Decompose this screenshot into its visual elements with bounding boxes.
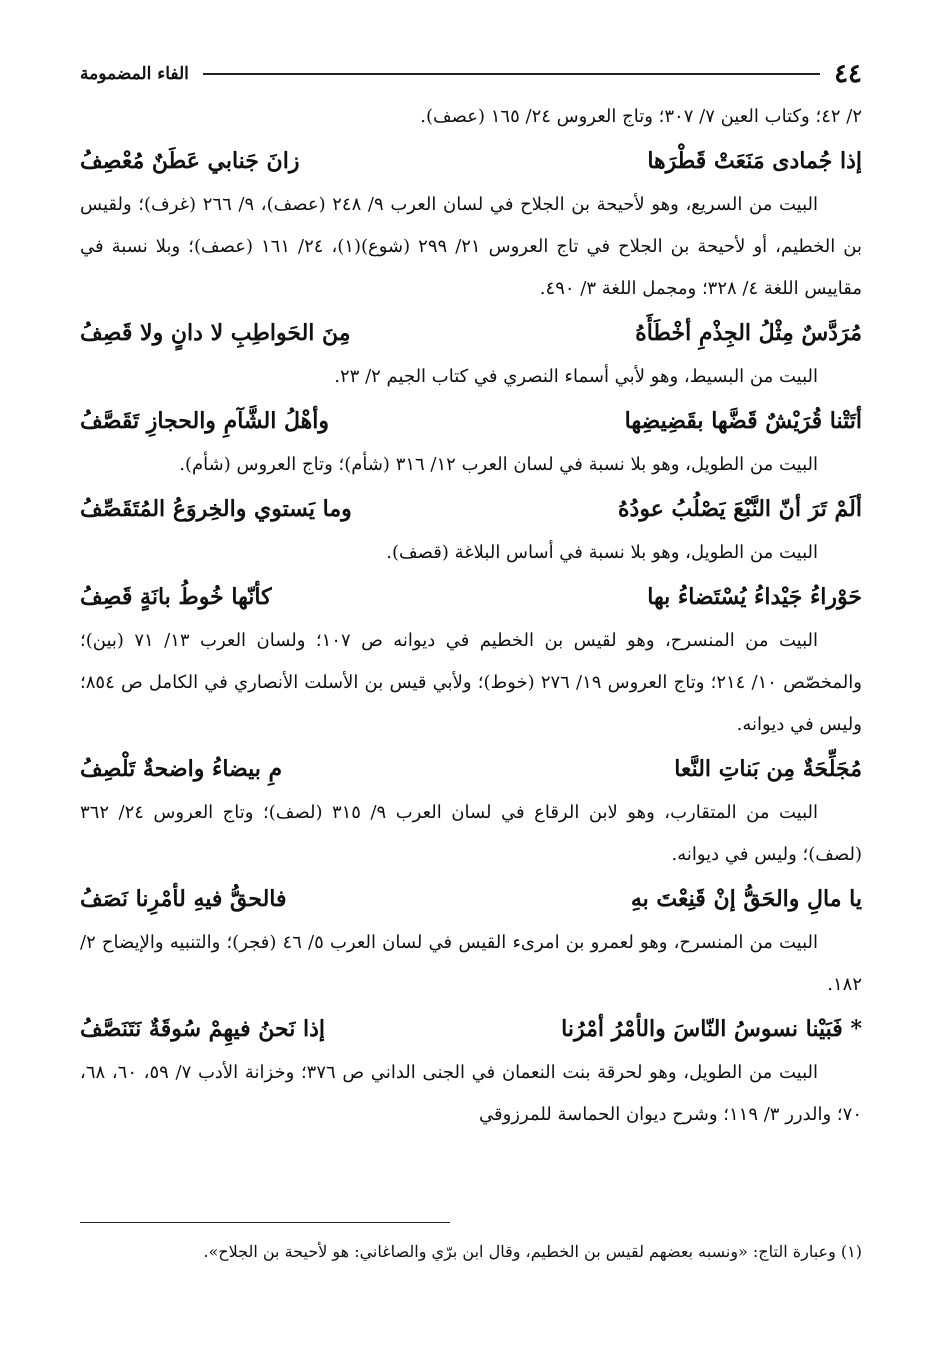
section-title: الفاء المضمومة	[80, 64, 189, 84]
verse-first-hemistich: مُرَدَّسٌ مِثْلُ الجِذْمِ أخْطَأَهُ	[635, 320, 862, 346]
page-number: ٤٤	[834, 59, 862, 89]
commentary-paragraph: البيت من البسيط، وهو لأبي أسماء النصري في كتاب الجيم ٢/ ٢٣.	[334, 366, 818, 387]
verse-first-hemistich: يا مالِ والحَقُّ إنْ قَنِعْتَ بهِ	[630, 886, 862, 912]
commentary-paragraph: البيت من الطويل، وهو لحرقة بنت النعمان في الجنى الداني ص ٣٧٦؛ وخزانة الأدب ٧/ ٥٩، ٦٠، ٦٨، ٧٠؛ والدرر ٣/ ١١٩؛ وشرح ديوان الحماسة للمرزوقي	[80, 1062, 862, 1125]
verse-first-hemistich: حَوْراءُ جَيْداءُ يُسْتَضاءُ بها	[647, 584, 862, 610]
commentary-paragraph: البيت من الطويل، وهو بلا نسبة في لسان العرب ١٢/ ٣١٦ (شأم)؛ وتاج العروس (شأم).	[179, 454, 818, 475]
verse-second-hemistich: وما يَستوي والخِروَعُ المُتَقَصِّفُ	[80, 496, 352, 522]
verse-line	[80, 138, 862, 184]
footnote: (١) وعبارة التاج: «ونسبه بعضهم لقيس بن الخطيم، وقال ابن برّي والصاغاني: هو لأحيحة بن الجلاح».	[203, 1242, 862, 1261]
commentary-paragraph: البيت من السريع، وهو لأحيحة بن الجلاح في لسان العرب ٩/ ٢٤٨ (عصف)، ٩/ ٢٦٦ (غرف)؛ ولقيس بن الخطيم، أو لأحيحة بن الجلاح في تاج العروس ٢١/ ٢٩٩ (شوع)(١)، ٢٤/ ١٦١ (عصف)؛ وبلا نسبة في مقاييس اللغة ٤/ ٣٢٨؛ ومجمل اللغة ٣/ ٤٩٠.	[80, 194, 862, 299]
header-rule	[203, 73, 820, 75]
verse-second-hemistich: فالحقُّ فيهِ لأمْرِنا نَصَفُ	[80, 886, 287, 912]
footnote-separator	[80, 1222, 450, 1223]
verse-line	[80, 574, 862, 620]
commentary-paragraph: ٢/ ٤٢؛ وكتاب العين ٧/ ٣٠٧؛ وتاج العروس ٢٤/ ١٦٥ (عصف).	[420, 106, 862, 127]
verse-line	[80, 486, 862, 532]
verse-second-hemistich: وأهْلُ الشَّآمِ والحجازِ تَقَصَّفُ	[80, 408, 330, 434]
verse-second-hemistich: كأنّها خُوطُ بانَةٍ قَصِفُ	[80, 584, 272, 610]
verse-first-hemistich: مُجَلِّحَةٌ مِن بَناتِ النَّعا	[674, 756, 862, 782]
commentary-paragraph: البيت من المتقارب، وهو لابن الرقاع في لسان العرب ٩/ ٣١٥ (لصف)؛ وتاج العروس ٢٤/ ٣٦٢ (لصف)؛ وليس في ديوانه.	[80, 802, 862, 865]
commentary-paragraph: البيت من المنسرح، وهو لعمرو بن امرىء القيس في لسان العرب ٥/ ٤٦ (فجر)؛ والتنبيه والإيضاح ٢/ ١٨٢.	[80, 932, 862, 995]
page-body	[80, 96, 862, 1136]
page-header	[80, 52, 862, 96]
commentary-paragraph: البيت من المنسرح، وهو لقيس بن الخطيم في ديوانه ص ١٠٧؛ ولسان العرب ١٣/ ٧١ (بين)؛ والمخصّص ١٠/ ٢١٤؛ وتاج العروس ١٩/ ٢٧٦ (خوط)؛ ولأبي قيس بن الأسلت الأنصاري في الكامل ص ٨٥٤؛ وليس في ديوانه.	[80, 630, 862, 735]
verse-first-hemistich: إذا جُمادى مَنَعَتْ قَطْرَها	[647, 148, 862, 174]
verse-first-hemistich: ألَمْ تَرَ أنّ النَّبْعَ يَصْلُبُ عودُهُ	[618, 496, 862, 522]
verse-second-hemistich: مِ بيضاءُ واضحةٌ تَلْصِفُ	[80, 756, 283, 782]
commentary-paragraph: البيت من الطويل، وهو بلا نسبة في أساس البلاغة (قصف).	[386, 542, 818, 563]
verse-line	[80, 398, 862, 444]
verse-line	[80, 876, 862, 922]
verse-second-hemistich: مِنَ الحَواطِبِ لا دانٍ ولا قَصِفُ	[80, 320, 351, 346]
verse-second-hemistich: إذا نَحنُ فيهِمْ سُوقَةٌ نَتَنَصَّفُ	[80, 1016, 326, 1042]
verse-first-hemistich: * فَبَيْنا نسوسُ النّاسَ والأمْرُ أمْرُنا	[561, 1016, 862, 1042]
verse-line	[80, 1006, 862, 1052]
verse-line	[80, 310, 862, 356]
verse-first-hemistich: أتَتْنا قُرَيْشٌ قَضَّها بقَضِيضِها	[624, 408, 862, 434]
verse-second-hemistich: زانَ جَنابي عَطَنٌ مُعْصِفُ	[80, 148, 300, 174]
verse-line	[80, 746, 862, 792]
